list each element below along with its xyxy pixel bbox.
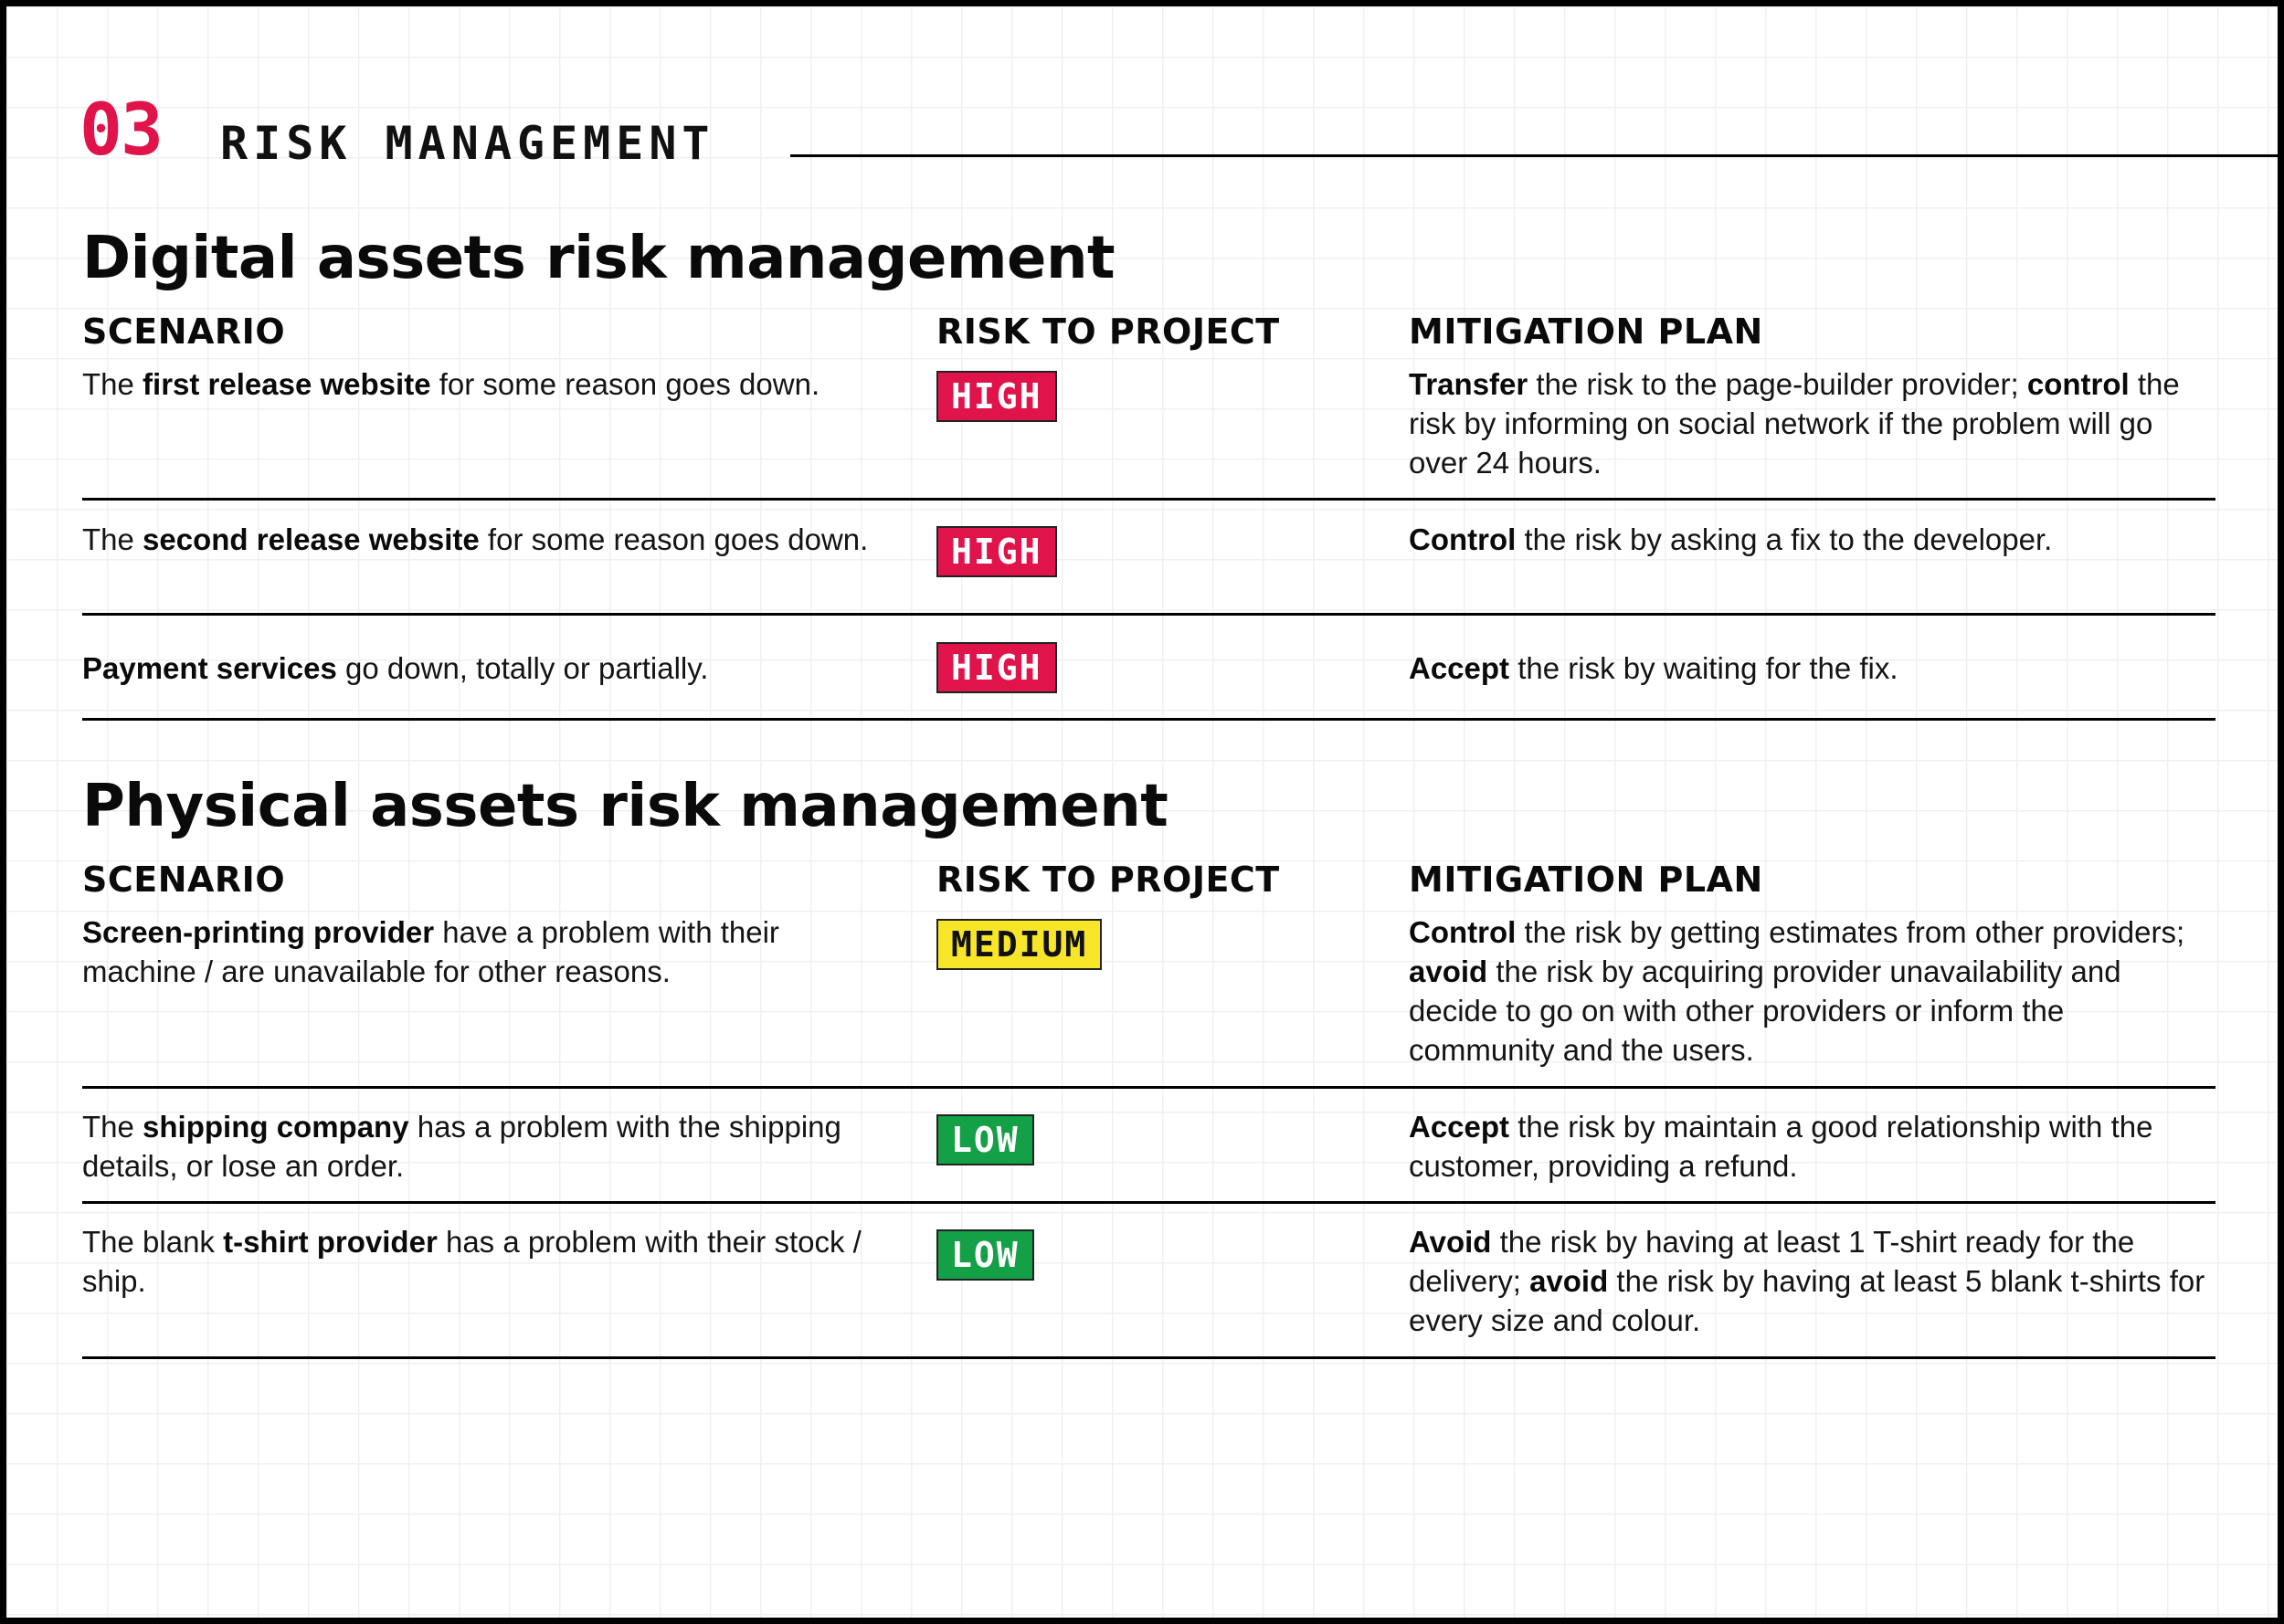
body-text: for some reason goes down. xyxy=(479,522,869,556)
emphasis-text: avoid xyxy=(1529,1264,1609,1298)
risk-badge-low: LOW xyxy=(936,1229,1034,1281)
emphasis-text: Accept xyxy=(1409,1110,1510,1144)
body-text: has a problem with the shipping details, or lose an order. xyxy=(82,1110,841,1183)
section-header xyxy=(76,90,2278,172)
body-text: the risk by asking a fix to the developer. xyxy=(1516,522,2053,556)
emphasis-text: Accept xyxy=(1409,651,1510,685)
mitigation-cell xyxy=(1409,912,2208,1070)
emphasis-text: first release website xyxy=(143,367,431,401)
row-divider xyxy=(82,498,2215,501)
scenario-cell xyxy=(82,1222,886,1301)
physical-column-scenario: SCENARIO xyxy=(82,859,286,900)
body-text: the risk to the page-builder provider; xyxy=(1528,367,2027,401)
body-text: the risk by maintain a good relationship with the customer, providing a refund. xyxy=(1409,1110,2153,1183)
scenario-cell xyxy=(82,912,886,991)
emphasis-text: Control xyxy=(1409,522,1517,556)
row-divider xyxy=(82,613,2215,616)
emphasis-text: second release website xyxy=(143,522,480,556)
body-text: The xyxy=(82,522,143,556)
scenario-cell xyxy=(82,364,886,404)
digital-column-scenario: SCENARIO xyxy=(82,311,286,352)
risk-badge-medium: MEDIUM xyxy=(936,919,1102,970)
risk-badge-high: HIGH xyxy=(936,642,1057,693)
emphasis-text: shipping company xyxy=(143,1110,409,1144)
row-divider xyxy=(82,1086,2215,1089)
row-divider xyxy=(82,1356,2215,1359)
digital-section-title: Digital assets risk management xyxy=(82,225,1116,292)
emphasis-text: Control xyxy=(1409,915,1517,949)
physical-column-risk: RISK TO PROJECT xyxy=(936,859,1280,900)
header-rule xyxy=(790,154,2278,157)
physical-section-title: Physical assets risk management xyxy=(82,773,1168,840)
scenario-cell xyxy=(82,649,886,688)
digital-column-risk: RISK TO PROJECT xyxy=(936,311,1280,352)
row-divider xyxy=(82,718,2215,721)
body-text: the risk by acquiring provider unavailability and decide to go on with other providers or inform the community and the users. xyxy=(1409,954,2121,1067)
section-number: 03 xyxy=(79,90,162,172)
body-text: The xyxy=(82,1110,143,1144)
emphasis-text: Payment services xyxy=(82,651,337,685)
body-text: for some reason goes down. xyxy=(430,367,820,401)
body-text: have a problem with their machine / are unavailable for other reasons. xyxy=(82,915,779,988)
body-text: The xyxy=(82,367,143,401)
risk-badge-high: HIGH xyxy=(936,526,1057,577)
row-divider xyxy=(82,1201,2215,1204)
body-text: go down, totally or partially. xyxy=(336,651,709,685)
scenario-cell xyxy=(82,1107,886,1186)
emphasis-text: avoid xyxy=(1409,954,1488,988)
body-text: the risk by having at least 1 T-shirt ready for the delivery; xyxy=(1409,1225,2135,1298)
mitigation-cell xyxy=(1409,520,2208,559)
body-text: the risk by informing on social network if the problem will go over 24 hours. xyxy=(1409,367,2180,480)
body-text: has a problem with their stock / ship. xyxy=(82,1225,862,1298)
section-name: RISK MANAGEMENT xyxy=(220,117,715,170)
emphasis-text: control xyxy=(2026,367,2130,401)
body-text: the risk by getting estimates from other providers; xyxy=(1516,915,2185,949)
emphasis-text: t-shirt provider xyxy=(223,1225,438,1259)
mitigation-cell xyxy=(1409,364,2208,482)
scenario-cell xyxy=(82,520,886,559)
risk-badge-low: LOW xyxy=(936,1114,1034,1165)
mitigation-cell xyxy=(1409,1107,2208,1186)
risk-badge-high: HIGH xyxy=(936,371,1057,422)
mitigation-cell xyxy=(1409,1222,2208,1340)
digital-column-mitigation: MITIGATION PLAN xyxy=(1409,311,1763,352)
physical-column-mitigation: MITIGATION PLAN xyxy=(1409,859,1763,900)
emphasis-text: Avoid xyxy=(1409,1225,1492,1259)
body-text: The blank xyxy=(82,1225,224,1259)
body-text: the risk by having at least 5 blank t-shirts for every size and colour. xyxy=(1409,1264,2205,1337)
emphasis-text: Screen-printing provider xyxy=(82,915,435,949)
mitigation-cell xyxy=(1409,649,2208,688)
emphasis-text: Transfer xyxy=(1409,367,1528,401)
body-text: the risk by waiting for the fix. xyxy=(1509,651,1898,685)
